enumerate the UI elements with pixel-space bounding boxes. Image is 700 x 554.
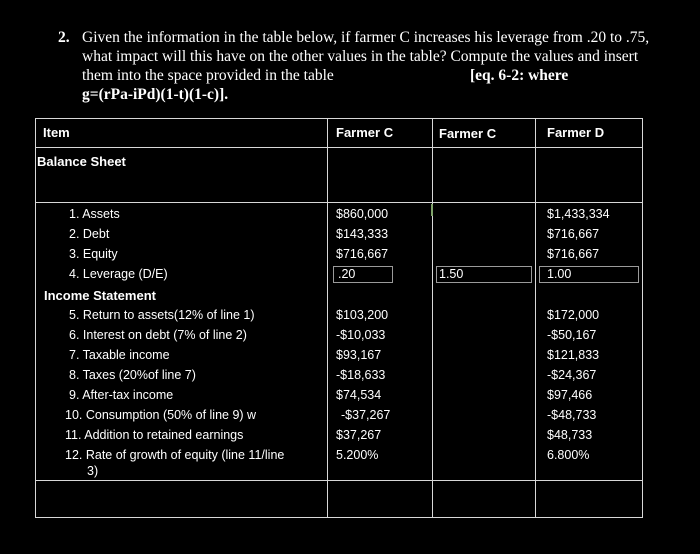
row-c2-value: 1.50 <box>439 267 464 281</box>
row-d-value: -$48,733 <box>547 408 597 422</box>
equation-reference: [eq. 6-2: where <box>470 67 569 84</box>
row-label: 9. After-tax income <box>69 388 174 402</box>
row-c1-value: $143,333 <box>336 227 389 241</box>
header-farmer-c-2: Farmer C <box>439 126 497 141</box>
header-item: Item <box>43 125 70 140</box>
row-d-value: $97,466 <box>547 388 593 402</box>
row-label: 6. Interest on debt (7% of line 2) <box>69 328 247 342</box>
header-farmer-d: Farmer D <box>547 125 605 140</box>
question-line-2: what impact will this have on the other values in the table? Compute the values and insert <box>82 48 639 65</box>
row-label: 5. Return to assets(12% of line 1) <box>69 308 255 322</box>
row-label: 2. Debt <box>69 227 110 241</box>
cursor-marker <box>431 204 433 216</box>
row-label: 3. Equity <box>69 247 118 261</box>
row-label: 8. Taxes (20%of line 7) <box>69 368 196 382</box>
row-d-value: $1,433,334 <box>547 207 610 221</box>
header-farmer-c-1: Farmer C <box>336 125 394 140</box>
row-label: 7. Taxable income <box>69 348 170 362</box>
row-label: 11. Addition to retained earnings <box>65 428 244 442</box>
row-label: 4. Leverage (D/E) <box>69 267 168 281</box>
row-c1-value: $860,000 <box>336 207 389 221</box>
farmer-table <box>35 118 643 518</box>
row-d-value: $716,667 <box>547 247 600 261</box>
row-label: 1. Assets <box>69 207 120 221</box>
row-c1-value: $37,267 <box>336 428 382 442</box>
row-c1-value: 5.200% <box>336 448 379 462</box>
row-c1-value: -$37,267 <box>341 408 391 422</box>
row-c1-value: $74,534 <box>336 388 382 402</box>
section-balance-sheet: Balance Sheet <box>37 154 126 169</box>
row-c1-value: $716,667 <box>336 247 389 261</box>
growth-formula: g=(rPa-iPd)(1-t)(1-c)]. <box>82 86 229 103</box>
row-d-value: $121,833 <box>547 348 600 362</box>
row-c1-value: $103,200 <box>336 308 389 322</box>
question-line-3: them into the space provided in the table <box>82 67 334 84</box>
row-label: 12. Rate of growth of equity (line 11/line <box>65 448 285 462</box>
row-c1-value: -$18,633 <box>336 368 386 382</box>
row-c1-value: $93,167 <box>336 348 382 362</box>
row-c1-value: .20 <box>338 267 356 281</box>
row-d-value: 1.00 <box>547 267 572 281</box>
question-line-1: Given the information in the table below, if farmer C increases his leverage from .20 to .75, <box>82 29 650 46</box>
row-label: 10. Consumption (50% of line 9) w <box>65 408 257 422</box>
row-d-value: $716,667 <box>547 227 600 241</box>
row-label-continued: 3) <box>87 464 99 478</box>
row-d-value: 6.800% <box>547 448 590 462</box>
row-d-value: $172,000 <box>547 308 600 322</box>
question-number: 2. <box>58 29 70 46</box>
row-c1-value: -$10,033 <box>336 328 386 342</box>
row-d-value: $48,733 <box>547 428 593 442</box>
section-income-statement: Income Statement <box>44 288 156 303</box>
row-d-value: -$50,167 <box>547 328 597 342</box>
row-d-value: -$24,367 <box>547 368 597 382</box>
